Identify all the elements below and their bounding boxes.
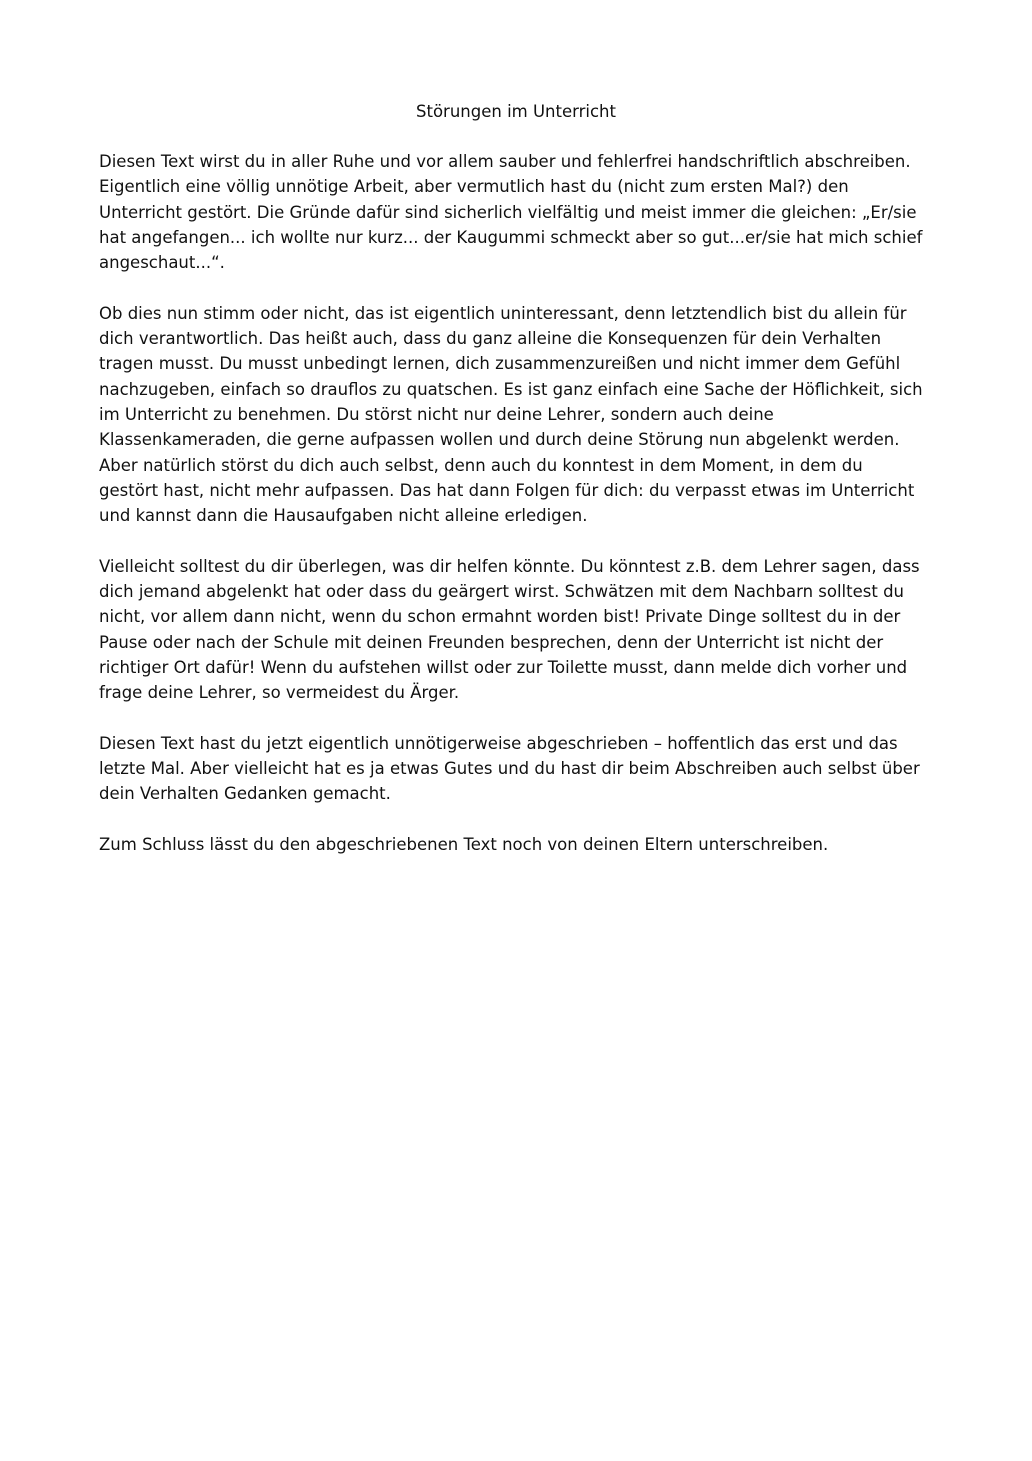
paragraph-3 [99,554,949,706]
text-line: Klassenkameraden, die gerne aufpassen wollen und durch deine Störung nun abgelenkt werden. [99,430,900,450]
text-line: hat angefangen... ich wollte nur kurz... der Kaugummi schmeckt aber so gut...er/sie hat mich schief [99,227,923,247]
text-line: dein Verhalten Gedanken gemacht. [99,784,391,804]
text-line: richtiger Ort dafür! Wenn du aufstehen willst oder zur Toilette musst, dann melde dich vorher und [99,657,908,677]
text-line: Diesen Text hast du jetzt eigentlich unnötigerweise abgeschrieben – hoffentlich das erst und das [99,733,898,753]
text-line: Eigentlich eine völlig unnötige Arbeit, aber vermutlich hast du (nicht zum ersten Mal?) den [99,177,849,197]
text-line: tragen musst. Du musst unbedingt lernen, dich zusammenzureißen und nicht immer dem Gefühl [99,354,901,374]
text-line: gestört hast, nicht mehr aufpassen. Das hat dann Folgen für dich: du verpasst etwas im Unterricht [99,480,915,500]
text-line: und kannst dann die Hausaufgaben nicht alleine erledigen. [99,506,588,526]
text-line: Vielleicht solltest du dir überlegen, was dir helfen könnte. Du könntest z.B. dem Lehrer sagen, dass [99,556,920,576]
text-line: nicht, vor allem dann nicht, wenn du schon ermahnt worden bist! Private Dinge solltest du in der [99,607,901,627]
text-line: letzte Mal. Aber vielleicht hat es ja etwas Gutes und du hast dir beim Abschreiben auch selbst über [99,759,920,779]
document-body [99,149,949,883]
document-title: Störungen im Unterricht [416,102,616,121]
text-line: Diesen Text wirst du in aller Ruhe und vor allem sauber und fehlerfrei handschriftlich abschreiben. [99,152,911,171]
text-line: Unterricht gestört. Die Gründe dafür sind sicherlich vielfältig und meist immer die gleichen: „Er/sie [99,202,917,222]
text-line: Aber natürlich störst du dich auch selbst, denn auch du konntest in dem Moment, in dem du [99,455,863,475]
text-line: nachzugeben, einfach so drauflos zu quatschen. Es ist ganz einfach eine Sache der Höflichkeit, sich [99,379,923,399]
text-line: Pause oder nach der Schule mit deinen Freunden besprechen, denn der Unterricht ist nicht der [99,632,884,652]
text-line: Zum Schluss lässt du den abgeschriebenen Text noch von deinen Eltern unterschreiben. [99,835,829,855]
text-line: frage deine Lehrer, so vermeidest du Ärger. [99,683,460,703]
paragraph-4 [99,731,949,807]
text-line: angeschaut...“. [99,253,225,273]
text-line: dich jemand abgelenkt hat oder dass du geärgert wirst. Schwätzen mit dem Nachbarn solltest du [99,582,904,602]
text-line: Ob dies nun stimm oder nicht, das ist eigentlich uninteressant, denn letztendlich bist du allein für [99,303,907,323]
text-line: im Unterricht zu benehmen. Du störst nicht nur deine Lehrer, sondern auch deine [99,404,774,424]
paragraph-2 [99,301,949,529]
text-line: dich verantwortlich. Das heißt auch, dass du ganz alleine die Konsequenzen für dein Verhalten [99,329,882,349]
paragraph-5 [99,832,949,857]
paragraph-1 [99,149,949,275]
